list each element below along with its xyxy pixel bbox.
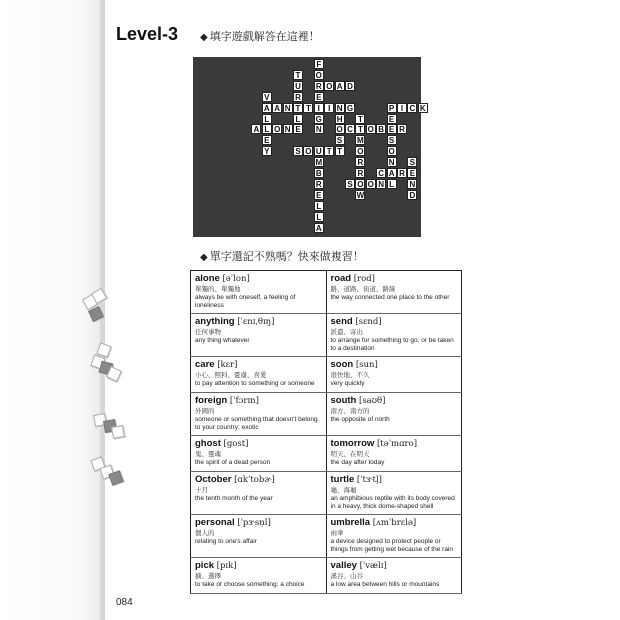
vocab-english-definition: the way connected one place to the other: [330, 294, 450, 301]
crossword-cell: R: [314, 81, 324, 91]
vocab-entry: [191, 472, 327, 515]
page-number: 084: [116, 597, 133, 608]
crossword-cell: T: [335, 146, 345, 156]
vocab-english-definition: the tenth month of the year: [195, 495, 273, 502]
crossword-cell: T: [324, 146, 334, 156]
vocab-english-definition: to pay attention to something or someone: [195, 380, 315, 387]
crossword-cell: R: [355, 157, 365, 167]
vocab-pronunciation: [saʊθ]: [359, 396, 386, 406]
crossword-cell: W: [356, 190, 365, 200]
vocab-word: personal: [195, 517, 235, 528]
vocabulary-table: [190, 270, 462, 594]
vocab-word: south: [330, 395, 357, 406]
crossword-cell: K: [418, 103, 428, 113]
crossword-cell: N: [283, 124, 293, 134]
vocab-word: ghost: [195, 438, 221, 449]
vocab-pronunciation: [rod]: [353, 274, 375, 284]
vocab-pronunciation: [sɛnd]: [355, 317, 382, 327]
crossword-cell: A: [272, 103, 282, 113]
crossword-cell: S: [387, 135, 397, 145]
vocab-word: anything: [195, 316, 235, 327]
crossword-cell: M: [357, 136, 364, 146]
crossword-cell: T: [303, 103, 313, 113]
vocab-chinese-meaning: 摘、選擇: [195, 573, 221, 580]
vocab-english-definition: someone or something that doesn't belong to your country; exotic: [195, 416, 318, 431]
vocab-english-definition: the opposite of north: [330, 416, 390, 423]
crossword-cell: D: [407, 190, 417, 200]
crossword-cell: O: [305, 147, 312, 157]
vocab-english-definition: an amphibious reptile with its body covered in a heavy, thick dome-shaped shell: [330, 495, 455, 510]
deco-tile: [108, 470, 123, 485]
vocab-entry: [326, 271, 462, 314]
crossword-cell: E: [314, 190, 324, 200]
crossword-cell: I: [324, 103, 334, 113]
crossword-cell: T: [355, 124, 365, 134]
crossword-cell: C: [345, 124, 355, 134]
crossword-cell: R: [397, 124, 407, 134]
vocab-chinese-meaning: 路、道路、街道、路線: [330, 286, 396, 293]
vocab-chinese-meaning: 很快地、不久: [330, 372, 370, 379]
vocab-word: care: [195, 359, 215, 370]
crossword-cell: G: [315, 114, 322, 124]
crossword-cell: O: [357, 147, 364, 157]
review-instruction: [200, 248, 364, 264]
vocab-english-definition: relating to one's affair: [195, 538, 257, 545]
vocab-word: umbrella: [330, 517, 371, 528]
crossword-cell: T: [293, 70, 303, 80]
vocab-word: soon: [330, 359, 354, 370]
vocab-entry: [191, 393, 327, 436]
crossword-cell: L: [314, 212, 324, 222]
diamond-bullet-icon: ◆: [200, 32, 208, 43]
vocab-english-definition: to take or choose something; a choice: [195, 581, 305, 588]
crossword-cell: L: [314, 201, 324, 211]
crossword-cell: D: [345, 81, 355, 91]
vocab-pronunciation: [ˈfɔrɪn]: [229, 396, 259, 406]
crossword-cell: O: [315, 70, 322, 80]
crossword-cell: O: [367, 125, 374, 135]
crossword-cell: E: [262, 135, 272, 145]
crossword-cell: N: [387, 157, 397, 167]
crossword-cell: N: [407, 179, 417, 189]
vocab-entry: [326, 515, 462, 558]
vocab-english-definition: a low area between hills or mountains: [330, 581, 440, 588]
deco-tile: [111, 425, 125, 439]
crossword-cell: I: [397, 103, 407, 113]
crossword-cell: T: [355, 114, 365, 124]
vocab-pronunciation: [əˈlon]: [222, 274, 250, 284]
crossword-cell: Y: [262, 146, 272, 156]
vocab-entry: [326, 558, 462, 594]
review-instruction-text: 單字還記不熟嗎？快來做複習！: [209, 251, 364, 263]
vocab-word: turtle: [330, 474, 355, 485]
crossword-cell: R: [314, 179, 324, 189]
crossword-cell: P: [387, 103, 397, 113]
vocab-row: [191, 558, 462, 594]
crossword-cell: O: [367, 179, 374, 189]
crossword-cell: S: [335, 135, 345, 145]
vocab-word: tomorrow: [330, 438, 375, 449]
vocab-row: [191, 393, 462, 436]
crossword-cell: N: [376, 179, 386, 189]
crossword-cell: U: [314, 146, 324, 156]
vocab-chinese-meaning: 溪谷、山谷: [330, 573, 363, 580]
vocab-entry: [191, 357, 327, 393]
vocab-word: pick: [195, 560, 215, 571]
vocab-pronunciation: [gost]: [223, 439, 249, 449]
crossword-cell: S: [345, 179, 355, 189]
vocab-row: [191, 314, 462, 357]
vocab-english-definition: the spirit of a dead person: [195, 459, 271, 466]
crossword-cell: L: [387, 179, 397, 189]
crossword-cell: L: [262, 124, 272, 134]
crossword-cell: N: [314, 124, 324, 134]
crossword-cell: C: [376, 168, 386, 178]
crossword-cell: G: [346, 103, 354, 113]
vocab-entry: [326, 436, 462, 472]
vocab-entry: [326, 393, 462, 436]
vocab-entry: [326, 472, 462, 515]
crossword-cell: L: [262, 114, 272, 124]
vocab-row: [191, 436, 462, 472]
crossword-cell: O: [388, 147, 395, 157]
crossword-cell: R: [355, 168, 365, 178]
vocab-row: [191, 515, 462, 558]
crossword-cell: I: [314, 103, 324, 113]
vocab-entry: [326, 357, 462, 393]
vocab-pronunciation: [kɛr]: [217, 360, 238, 370]
crossword-cell: N: [283, 103, 293, 113]
diamond-bullet-icon: ◆: [200, 252, 208, 263]
vocab-word: alone: [195, 273, 220, 284]
crossword-cell: L: [293, 114, 303, 124]
vocab-entry: [191, 436, 327, 472]
answer-instruction: [200, 28, 320, 44]
crossword-cell: B: [314, 168, 324, 178]
vocab-english-definition: always be with oneself, a feeling of loneliness: [195, 294, 296, 309]
crossword-cell: T: [293, 103, 303, 113]
vocab-pronunciation: [ˈvælɪ]: [359, 561, 387, 571]
crossword-cell: H: [335, 114, 345, 124]
vocab-pronunciation: [pɪk]: [216, 561, 237, 571]
crossword-cell: O: [336, 125, 343, 135]
vocab-english-definition: the day after today: [330, 459, 385, 466]
crossword-cell: A: [387, 168, 397, 178]
crossword-cell: C: [407, 103, 417, 113]
crossword-cell: A: [314, 223, 324, 233]
crossword-cell: O: [274, 125, 281, 135]
crossword-cell: E: [293, 124, 303, 134]
vocab-entry: [191, 271, 327, 314]
vocab-english-definition: very quickly: [330, 380, 365, 387]
vocab-pronunciation: [təˈmɑro]: [376, 439, 418, 449]
vocab-english-definition: to arrange for something to go, or be taken to a destination: [330, 337, 454, 352]
vocab-english-definition: a device designed to protect people or things from getting wet because of the rain: [330, 538, 453, 553]
crossword-cell: U: [293, 81, 303, 91]
crossword-cell: E: [387, 124, 397, 134]
vocab-word: send: [330, 316, 353, 327]
vocab-chinese-meaning: 雨傘: [330, 530, 344, 537]
vocab-english-definition: any thing whatever: [195, 337, 250, 344]
crossword-cell: S: [293, 146, 303, 156]
crossword-cell: V: [262, 92, 272, 102]
vocab-chinese-meaning: 龜、海龜: [330, 487, 357, 494]
crossword-cell: A: [251, 124, 261, 134]
vocab-chinese-meaning: 單獨的、單獨地: [195, 286, 241, 293]
vocab-pronunciation: [ˈtɝtl̩]: [356, 475, 382, 485]
vocab-chinese-meaning: 南方、南方的: [330, 408, 370, 415]
vocab-chinese-meaning: 明天、在明天: [330, 451, 370, 458]
vocab-chinese-meaning: 任何事物: [195, 329, 221, 336]
vocab-pronunciation: [ˈɛnɪˌθɪŋ]: [237, 317, 275, 327]
vocab-pronunciation: [ˈpɝsn̩l]: [237, 518, 271, 528]
crossword-cell: O: [326, 81, 333, 91]
level-title: Level-3: [116, 24, 179, 44]
vocab-chinese-meaning: 個人的: [195, 530, 215, 537]
vocab-entry: [191, 558, 327, 594]
vocab-row: [191, 271, 462, 314]
crossword-cell: F: [314, 59, 324, 69]
vocab-chinese-meaning: 十月: [195, 487, 208, 494]
crossword-cell: N: [335, 103, 345, 113]
vocab-chinese-meaning: 外國的: [195, 408, 215, 415]
crossword-cell: O: [357, 179, 364, 189]
crossword-cell: E: [314, 92, 324, 102]
vocab-word: valley: [330, 560, 357, 571]
crossword-cell: A: [335, 81, 345, 91]
crossword-cell: R: [397, 168, 407, 178]
vocab-word: road: [330, 273, 352, 284]
vocab-pronunciation: [ʌmˈbrɛlə]: [372, 518, 417, 528]
vocab-row: [191, 472, 462, 515]
vocab-entry: [191, 314, 327, 357]
crossword-cell: B: [376, 124, 386, 134]
vocab-entry: [326, 314, 462, 357]
vocab-chinese-meaning: 派遣、寄出: [330, 329, 363, 336]
crossword-cell: R: [293, 92, 303, 102]
answer-instruction-text: 填字遊戲解答在這裡！: [209, 31, 320, 43]
vocab-chinese-meaning: 小心、照料、憂慮、喜愛: [195, 372, 267, 379]
crossword-cell: M: [315, 158, 323, 168]
vocab-entry: [191, 515, 327, 558]
vocab-pronunciation: [sun]: [355, 360, 378, 370]
vocab-word: foreign: [195, 395, 228, 406]
vocab-chinese-meaning: 鬼、靈魂: [195, 451, 221, 458]
crossword-cell: E: [407, 168, 417, 178]
crossword-cell: A: [262, 103, 272, 113]
crossword-cell: S: [407, 157, 417, 167]
vocab-row: [191, 357, 462, 393]
vocab-pronunciation: [ɑkˈtobɚ]: [234, 475, 275, 485]
crossword-cell: E: [387, 114, 397, 124]
crossword-board: [193, 57, 426, 237]
vocab-word: October: [195, 474, 232, 485]
